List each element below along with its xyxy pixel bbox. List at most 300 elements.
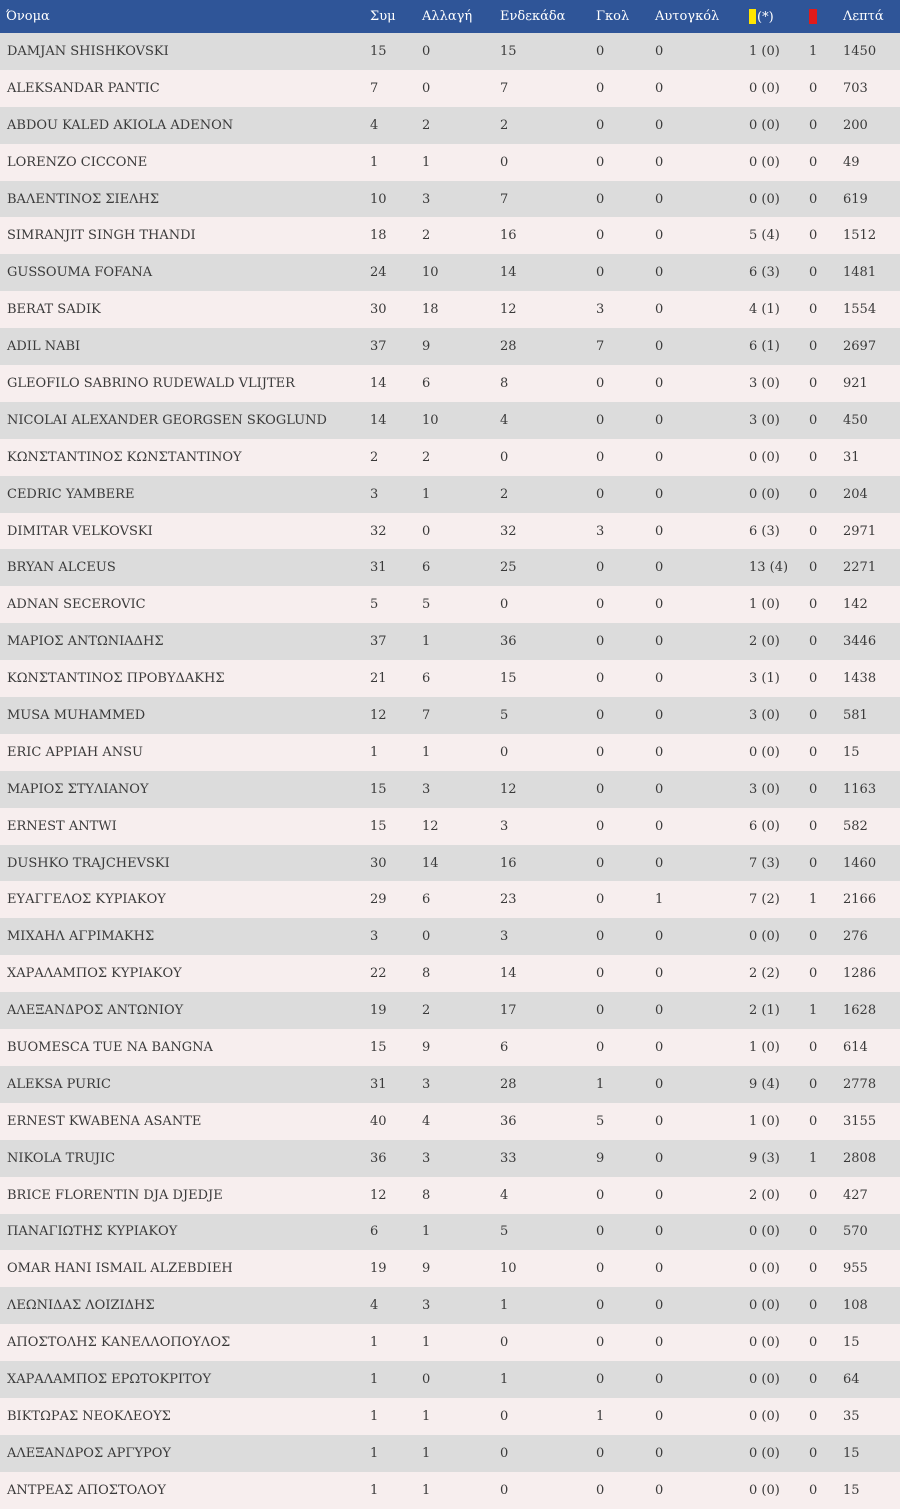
substitute-appearances-cell: 1 [422, 1445, 431, 1461]
appearances-cell: 30 [370, 302, 387, 318]
appearances-cell: 1 [370, 1335, 379, 1351]
player-name-cell[interactable]: NIKOLA TRUJIC [7, 1150, 116, 1166]
red-cards-cell: 0 [809, 597, 818, 613]
table-header-row [0, 0, 900, 33]
own-goals-cell: 0 [655, 228, 664, 244]
substitute-appearances-cell: 2 [422, 228, 431, 244]
goals-cell: 7 [596, 339, 605, 355]
goals-cell: 0 [596, 560, 605, 576]
starting-appearances-cell: 23 [500, 892, 517, 908]
goals-cell: 0 [596, 671, 605, 687]
minutes-cell: 15 [843, 1482, 860, 1498]
red-cards-cell: 1 [809, 1003, 818, 1019]
player-name-cell[interactable]: GLEOFILO SABRINO RUDEWALD VLIJTER [7, 375, 295, 391]
own-goals-cell: 0 [655, 486, 664, 502]
starting-appearances-cell: 6 [500, 1039, 509, 1055]
yellow-cards-cell: 5 (4) [749, 228, 780, 244]
goals-cell: 0 [596, 375, 605, 391]
red-cards-cell: 0 [809, 781, 818, 797]
table-row [0, 660, 900, 697]
substitute-appearances-cell: 1 [422, 744, 431, 760]
own-goals-cell: 0 [655, 1408, 664, 1424]
yellow-cards-cell: 0 (0) [749, 486, 780, 502]
substitute-appearances-cell: 1 [422, 1335, 431, 1351]
red-cards-cell: 0 [809, 1482, 818, 1498]
red-cards-cell: 0 [809, 80, 818, 96]
table-row [0, 771, 900, 808]
table-row [0, 955, 900, 992]
own-goals-cell: 0 [655, 634, 664, 650]
starting-appearances-cell: 12 [500, 781, 517, 797]
starting-appearances-cell: 4 [500, 1187, 509, 1203]
appearances-cell: 6 [370, 1224, 379, 1240]
player-name-cell[interactable]: OMAR HANI ISMAIL ALZEBDIEH [7, 1261, 233, 1277]
starting-appearances-cell: 0 [500, 1482, 509, 1498]
player-name-cell[interactable]: ERIC APPIAH ANSU [7, 744, 143, 760]
substitute-appearances-cell: 14 [422, 855, 439, 871]
substitute-appearances-cell: 0 [422, 929, 431, 945]
appearances-cell: 15 [370, 43, 387, 59]
table-row [0, 254, 900, 291]
table-row [0, 1435, 900, 1472]
player-name-cell[interactable]: ΑΛΕΞΑΝΔΡΟΣ ΑΡΓΥΡΟΥ [7, 1445, 172, 1461]
player-name-cell[interactable]: ERNEST KWABENA ASANTE [7, 1113, 202, 1129]
player-name-cell[interactable]: ΑΝΤΡΕΑΣ ΑΠΟΣΤΟΛΟΥ [7, 1482, 166, 1498]
red-cards-cell: 0 [809, 966, 818, 982]
red-cards-cell: 0 [809, 375, 818, 391]
player-name-cell[interactable]: ADNAN SECEROVIC [7, 597, 146, 613]
own-goals-cell: 0 [655, 117, 664, 133]
player-name-cell[interactable]: ΛΕΩΝΙΔΑΣ ΛΟΙΖΙΔΗΣ [7, 1298, 155, 1314]
goals-cell: 0 [596, 744, 605, 760]
own-goals-cell: 0 [655, 1372, 664, 1387]
goals-cell: 0 [596, 707, 605, 723]
red-cards-cell: 0 [809, 1224, 818, 1240]
red-cards-cell: 0 [809, 671, 818, 687]
red-cards-cell: 0 [809, 1039, 818, 1055]
own-goals-cell: 0 [655, 302, 664, 318]
player-name-cell[interactable]: BERAT SADIK [7, 302, 101, 318]
own-goals-cell: 0 [655, 1445, 664, 1461]
minutes-cell: 955 [843, 1261, 868, 1277]
player-name-cell[interactable]: ADIL NABI [7, 339, 81, 355]
goals-cell: 0 [596, 412, 605, 428]
starting-appearances-cell: 15 [500, 671, 517, 687]
red-cards-cell: 0 [809, 523, 818, 539]
column-header-substitute[interactable]: Αλλαγή [422, 9, 473, 24]
own-goals-cell: 0 [655, 781, 664, 797]
own-goals-cell: 0 [655, 671, 664, 687]
starting-appearances-cell: 36 [500, 634, 517, 650]
substitute-appearances-cell: 12 [422, 818, 439, 834]
starting-appearances-cell: 17 [500, 1003, 517, 1019]
yellow-cards-cell: 13 (4) [749, 560, 789, 576]
red-cards-cell: 0 [809, 1076, 818, 1092]
substitute-appearances-cell: 6 [422, 375, 431, 391]
appearances-cell: 15 [370, 818, 387, 834]
starting-appearances-cell: 14 [500, 265, 517, 281]
substitute-appearances-cell: 0 [422, 43, 431, 59]
red-cards-cell: 0 [809, 486, 818, 502]
column-header-goals[interactable]: Γκολ [596, 9, 630, 24]
player-name-cell[interactable]: MUSA MUHAMMED [7, 707, 146, 723]
player-name-cell[interactable]: BRICE FLORENTIN DJA DJEDJE [7, 1187, 223, 1203]
appearances-cell: 1 [370, 154, 379, 170]
player-name-cell[interactable]: NICOLAI ALEXANDER GEORGSEN SKOGLUND [7, 412, 327, 428]
table-row [0, 402, 900, 439]
minutes-cell: 1460 [843, 855, 877, 871]
yellow-cards-cell: 0 (0) [749, 80, 780, 96]
goals-cell: 0 [596, 1224, 605, 1240]
substitute-appearances-cell: 4 [422, 1113, 431, 1129]
substitute-appearances-cell: 3 [422, 781, 431, 797]
appearances-cell: 14 [370, 375, 387, 391]
minutes-cell: 703 [843, 80, 868, 96]
own-goals-cell: 0 [655, 1150, 664, 1166]
appearances-cell: 29 [370, 892, 387, 908]
table-row [0, 918, 900, 955]
yellow-cards-cell: 3 (0) [749, 375, 780, 391]
own-goals-cell: 0 [655, 1298, 664, 1314]
column-header-yellow-cards[interactable] [749, 0, 809, 33]
yellow-cards-cell: 0 (0) [749, 117, 780, 133]
yellow-cards-cell: 3 (1) [749, 671, 780, 687]
goals-cell: 0 [596, 1187, 605, 1203]
appearances-cell: 12 [370, 1187, 387, 1203]
red-cards-cell: 0 [809, 560, 818, 576]
minutes-cell: 1163 [843, 781, 877, 797]
yellow-cards-cell: 6 (3) [749, 265, 780, 281]
player-name-cell[interactable]: ABDOU KALED AKIOLA ADENON [7, 117, 234, 133]
minutes-cell: 64 [843, 1372, 860, 1387]
goals-cell: 0 [596, 80, 605, 96]
own-goals-cell: 0 [655, 265, 664, 281]
table-row [0, 549, 900, 586]
substitute-appearances-cell: 8 [422, 1187, 431, 1203]
table-row [0, 1324, 900, 1361]
starting-appearances-cell: 2 [500, 117, 509, 133]
own-goals-cell: 0 [655, 1335, 664, 1351]
starting-appearances-cell: 5 [500, 707, 509, 723]
minutes-cell: 2697 [843, 339, 877, 355]
yellow-cards-cell: 0 (0) [749, 1372, 780, 1387]
player-name-cell[interactable]: ΧΑΡΑΛΑΜΠΟΣ ΚΥΡΙΑΚΟΥ [7, 966, 182, 982]
substitute-appearances-cell: 5 [422, 597, 431, 613]
column-header-red-cards[interactable] [809, 0, 843, 33]
yellow-cards-cell: 6 (3) [749, 523, 780, 539]
substitute-appearances-cell: 6 [422, 892, 431, 908]
yellow-cards-cell: 0 (0) [749, 1482, 780, 1498]
player-name-cell[interactable]: DIMITAR VELKOVSKI [7, 523, 153, 539]
substitute-appearances-cell: 0 [422, 1372, 431, 1387]
player-name-cell[interactable]: LORENZO CICCONE [7, 154, 148, 170]
appearances-cell: 21 [370, 671, 387, 687]
red-cards-cell: 0 [809, 855, 818, 871]
goals-cell: 0 [596, 855, 605, 871]
player-name-cell[interactable]: ΜΑΡΙΟΣ ΑΝΤΩΝΙΑΔΗΣ [7, 634, 164, 650]
yellow-cards-cell: 0 (0) [749, 1298, 780, 1314]
appearances-cell: 2 [370, 449, 379, 465]
player-name-cell[interactable]: ΠΑΝΑΓΙΩΤΗΣ ΚΥΡΙΑΚΟΥ [7, 1224, 178, 1240]
goals-cell: 5 [596, 1113, 605, 1129]
table-row [0, 1250, 900, 1287]
minutes-cell: 1628 [843, 1003, 877, 1019]
player-name-cell[interactable]: ALEKSANDAR PANTIC [7, 80, 160, 96]
appearances-cell: 24 [370, 265, 387, 281]
goals-cell: 0 [596, 966, 605, 982]
yellow-cards-cell: 0 (0) [749, 1408, 780, 1424]
appearances-cell: 15 [370, 1039, 387, 1055]
red-cards-cell: 0 [809, 339, 818, 355]
goals-cell: 0 [596, 1003, 605, 1019]
player-name-cell[interactable]: CEDRIC YAMBERE [7, 486, 135, 502]
minutes-cell: 49 [843, 154, 860, 170]
goals-cell: 0 [596, 117, 605, 133]
appearances-cell: 37 [370, 634, 387, 650]
appearances-cell: 32 [370, 523, 387, 539]
substitute-appearances-cell: 9 [422, 1261, 431, 1277]
starting-appearances-cell: 0 [500, 1335, 509, 1351]
player-name-cell[interactable]: GUSSOUMA FOFANA [7, 265, 153, 281]
player-name-cell[interactable]: ΚΩΝΣΤΑΝΤΙΝΟΣ ΚΩΝΣΤΑΝΤΙΝΟΥ [7, 449, 242, 465]
minutes-cell: 450 [843, 412, 868, 428]
substitute-appearances-cell: 1 [422, 1482, 431, 1498]
yellow-cards-cell: 0 (0) [749, 1335, 780, 1351]
yellow-cards-cell: 0 (0) [749, 1445, 780, 1461]
column-header-name[interactable]: Όνομα [6, 9, 50, 24]
table-row [0, 1177, 900, 1214]
red-cards-cell: 0 [809, 1298, 818, 1314]
goals-cell: 0 [596, 781, 605, 797]
player-name-cell[interactable]: ΑΛΕΞΑΝΔΡΟΣ ΑΝΤΩΝΙΟΥ [7, 1003, 184, 1019]
player-name-cell[interactable]: ΚΩΝΣΤΑΝΤΙΝΟΣ ΠΡΟΒΥΔΑΚΗΣ [7, 671, 225, 687]
appearances-cell: 1 [370, 744, 379, 760]
player-name-cell[interactable]: BRYAN ALCEUS [7, 560, 116, 576]
appearances-cell: 7 [370, 80, 379, 96]
red-cards-cell: 0 [809, 154, 818, 170]
substitute-appearances-cell: 6 [422, 671, 431, 687]
table-row [0, 1398, 900, 1435]
red-cards-cell: 0 [809, 929, 818, 945]
table-row [0, 365, 900, 402]
red-cards-cell: 0 [809, 818, 818, 834]
yellow-cards-cell: 7 (2) [749, 892, 780, 908]
appearances-cell: 1 [370, 1408, 379, 1424]
own-goals-cell: 0 [655, 375, 664, 391]
table-row [0, 328, 900, 365]
red-cards-cell: 0 [809, 707, 818, 723]
table-row [0, 291, 900, 328]
player-name-cell[interactable]: ERNEST ANTWI [7, 818, 117, 834]
player-name-cell[interactable]: ΕΥΑΓΓΕΛΟΣ ΚΥΡΙΑΚΟΥ [7, 892, 166, 908]
red-cards-cell: 0 [809, 1261, 818, 1277]
starting-appearances-cell: 4 [500, 412, 509, 428]
substitute-appearances-cell: 0 [422, 80, 431, 96]
substitute-appearances-cell: 10 [422, 265, 439, 281]
goals-cell: 0 [596, 191, 605, 207]
yellow-cards-cell: 1 (0) [749, 1113, 780, 1129]
goals-cell: 0 [596, 1298, 605, 1314]
minutes-cell: 108 [843, 1298, 868, 1314]
minutes-cell: 276 [843, 929, 868, 945]
minutes-cell: 142 [843, 597, 868, 613]
minutes-cell: 1438 [843, 671, 877, 687]
yellow-cards-cell: 6 (1) [749, 339, 780, 355]
substitute-appearances-cell: 8 [422, 966, 431, 982]
goals-cell: 3 [596, 523, 605, 539]
red-cards-cell: 0 [809, 1113, 818, 1129]
own-goals-cell: 0 [655, 1076, 664, 1092]
table-body [0, 33, 900, 1509]
player-name-cell[interactable]: ΒΑΛΕΝΤΙΝΟΣ ΣΙΕΛΗΣ [7, 191, 160, 207]
goals-cell: 9 [596, 1150, 605, 1166]
starting-appearances-cell: 7 [500, 191, 509, 207]
minutes-cell: 15 [843, 1335, 860, 1351]
red-cards-cell: 0 [809, 1445, 818, 1461]
own-goals-cell: 0 [655, 855, 664, 871]
minutes-cell: 15 [843, 744, 860, 760]
substitute-appearances-cell: 0 [422, 523, 431, 539]
red-cards-cell: 0 [809, 191, 818, 207]
player-name-cell[interactable]: BUOMESCA TUE NA BANGNA [7, 1039, 213, 1055]
appearances-cell: 19 [370, 1261, 387, 1277]
yellow-cards-cell: 2 (2) [749, 966, 780, 982]
yellow-cards-cell: 6 (0) [749, 818, 780, 834]
own-goals-cell: 0 [655, 523, 664, 539]
player-name-cell[interactable]: ΜΙΧΑΗΛ ΑΓΡΙΜΑΚΗΣ [7, 929, 155, 945]
red-card-icon [809, 9, 817, 24]
table-row [0, 513, 900, 550]
yellow-cards-cell: 0 (0) [749, 1224, 780, 1240]
own-goals-cell: 0 [655, 1113, 664, 1129]
minutes-cell: 1450 [843, 43, 877, 59]
minutes-cell: 427 [843, 1187, 868, 1203]
goals-cell: 0 [596, 1039, 605, 1055]
player-name-cell[interactable]: ΧΑΡΑΛΑΜΠΟΣ ΕΡΩΤΟΚΡΙΤΟΥ [7, 1372, 212, 1387]
yellow-cards-cell: 3 (0) [749, 781, 780, 797]
substitute-appearances-cell: 1 [422, 1408, 431, 1424]
starting-appearances-cell: 28 [500, 339, 517, 355]
own-goals-cell: 0 [655, 707, 664, 723]
starting-appearances-cell: 8 [500, 375, 509, 391]
red-cards-cell: 0 [809, 744, 818, 760]
own-goals-cell: 0 [655, 154, 664, 170]
column-header-appearances[interactable]: Συμ [370, 9, 396, 24]
goals-cell: 1 [596, 1076, 605, 1092]
appearances-cell: 3 [370, 486, 379, 502]
table-row [0, 697, 900, 734]
appearances-cell: 31 [370, 1076, 387, 1092]
starting-appearances-cell: 3 [500, 929, 509, 945]
yellow-cards-cell: 2 (0) [749, 634, 780, 650]
goals-cell: 3 [596, 302, 605, 318]
substitute-appearances-cell: 2 [422, 117, 431, 133]
goals-cell: 0 [596, 1482, 605, 1498]
own-goals-cell: 0 [655, 339, 664, 355]
table-row [0, 845, 900, 882]
substitute-appearances-cell: 6 [422, 560, 431, 576]
substitute-appearances-cell: 18 [422, 302, 439, 318]
substitute-appearances-cell: 7 [422, 707, 431, 723]
player-name-cell[interactable]: DUSHKO TRAJCHEVSKI [7, 855, 170, 871]
red-cards-cell: 1 [809, 43, 818, 59]
starting-appearances-cell: 5 [500, 1224, 509, 1240]
player-name-cell[interactable]: SIMRANJIT SINGH THANDI [7, 228, 196, 244]
goals-cell: 0 [596, 929, 605, 945]
goals-cell: 0 [596, 1445, 605, 1461]
red-cards-cell: 0 [809, 228, 818, 244]
yellow-cards-cell: 9 (3) [749, 1150, 780, 1166]
red-cards-cell: 0 [809, 634, 818, 650]
substitute-appearances-cell: 2 [422, 449, 431, 465]
starting-appearances-cell: 32 [500, 523, 517, 539]
column-header-own-goals[interactable]: Αυτογκόλ [655, 9, 720, 24]
minutes-cell: 2166 [843, 892, 877, 908]
goals-cell: 0 [596, 43, 605, 59]
appearances-cell: 15 [370, 781, 387, 797]
table-row [0, 586, 900, 623]
appearances-cell: 1 [370, 1372, 379, 1387]
player-name-cell[interactable]: DAMJAN SHISHKOVSKI [7, 43, 169, 59]
own-goals-cell: 0 [655, 966, 664, 982]
goals-cell: 0 [596, 892, 605, 908]
starting-appearances-cell: 12 [500, 302, 517, 318]
table-row [0, 623, 900, 660]
own-goals-cell: 0 [655, 412, 664, 428]
player-name-cell[interactable]: ΜΑΡΙΟΣ ΣΤΥΛΙΑΝΟΥ [7, 781, 149, 797]
own-goals-cell: 0 [655, 1261, 664, 1277]
table-row [0, 808, 900, 845]
yellow-cards-cell: 0 (0) [749, 1261, 780, 1277]
minutes-cell: 581 [843, 707, 868, 723]
table-row [0, 1214, 900, 1251]
goals-cell: 0 [596, 1261, 605, 1277]
player-name-cell[interactable]: ΒΙΚΤΩΡΑΣ ΝΕΟΚΛΕΟΥΣ [7, 1408, 171, 1424]
table-row [0, 107, 900, 144]
own-goals-cell: 0 [655, 1224, 664, 1240]
own-goals-cell: 0 [655, 1039, 664, 1055]
appearances-cell: 40 [370, 1113, 387, 1129]
minutes-cell: 3446 [843, 634, 877, 650]
minutes-cell: 2271 [843, 560, 877, 576]
red-cards-cell: 0 [809, 302, 818, 318]
column-header-minutes[interactable]: Λεπτά [843, 9, 884, 24]
column-header-starting-eleven[interactable]: Ενδεκάδα [500, 9, 566, 24]
table-row [0, 992, 900, 1029]
starting-appearances-cell: 36 [500, 1113, 517, 1129]
goals-cell: 0 [596, 634, 605, 650]
yellow-card-icon [749, 9, 756, 24]
minutes-cell: 1512 [843, 228, 877, 244]
yellow-cards-cell: 1 (0) [749, 43, 780, 59]
player-name-cell[interactable]: ALEKSA PURIC [7, 1076, 111, 1092]
player-name-cell[interactable]: ΑΠΟΣΤΟΛΗΣ ΚΑΝΕΛΛΟΠΟΥΛΟΣ [7, 1335, 231, 1351]
own-goals-cell: 1 [655, 892, 664, 908]
appearances-cell: 4 [370, 1298, 379, 1314]
table-row [0, 439, 900, 476]
yellow-cards-cell: 1 (0) [749, 1039, 780, 1055]
appearances-cell: 3 [370, 929, 379, 945]
appearances-cell: 22 [370, 966, 387, 982]
yellow-cards-cell: 0 (0) [749, 191, 780, 207]
goals-cell: 0 [596, 265, 605, 281]
table-row [0, 217, 900, 254]
red-cards-cell: 1 [809, 892, 818, 908]
substitute-appearances-cell: 3 [422, 1298, 431, 1314]
own-goals-cell: 0 [655, 449, 664, 465]
yellow-cards-cell: 0 (0) [749, 929, 780, 945]
minutes-cell: 204 [843, 486, 868, 502]
